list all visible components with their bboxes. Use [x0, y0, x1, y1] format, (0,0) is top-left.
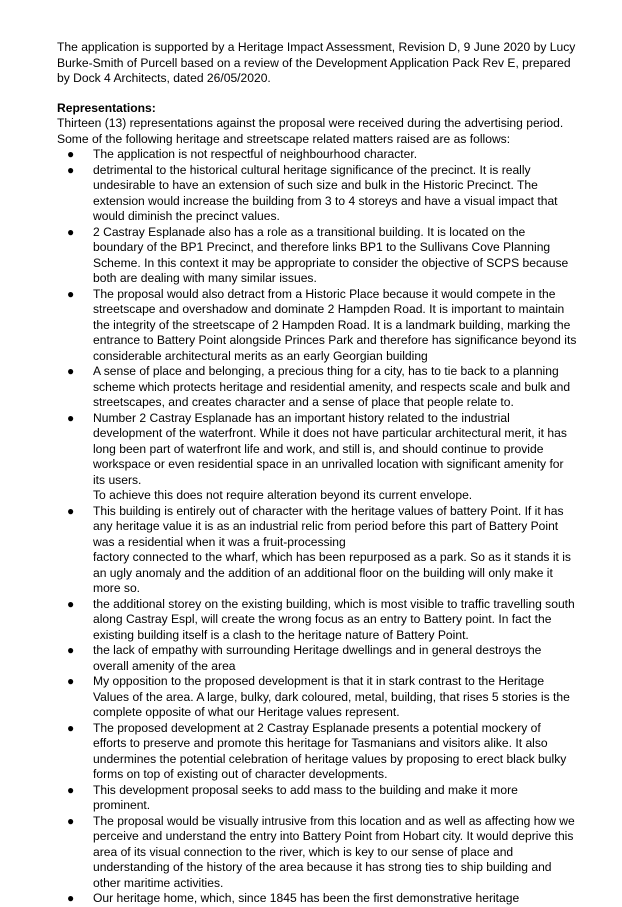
list-item-text: 2 Castray Esplanade also has a role as a transitional building. It is located on the boundary of the BP1 Precinct, and therefore links BP1 to the Sullivans Cove Planning Scheme. In this context it may be appropriate to consider the objective of SCPS because both are dealing with many similar issues.: [93, 224, 569, 285]
list-item-text: the additional storey on the existing building, which is most visible to traffic travelling south along Castray Espl, will create the wrong focus as an entry to Battery point. In fact the existing building itself is a clash to the heritage nature of Battery Point.: [93, 596, 575, 642]
list-item: [57, 504, 577, 597]
list-item: [57, 147, 577, 163]
bullet-icon: ●: [67, 782, 75, 797]
list-item: [57, 225, 577, 287]
bullet-icon: ●: [67, 674, 75, 688]
list-item-text: The proposed development at 2 Castray Esplanade presents a potential mockery of efforts to preserve and promote this heritage for Tasmanians and visitors alike. It also undermines the potential celebration of heritage values by proposing to erect black bulky forms on top of existing out of character developments.: [93, 720, 567, 781]
list-item-text: A sense of place and belonging, a precious thing for a city, has to tie back to a planning scheme which protects heritage and residential amenity, and respects scale and bulk and streetscapes, and creates character and a sense of place that people relate to.: [93, 364, 571, 409]
list-item: [57, 597, 577, 644]
list-item: [57, 814, 577, 892]
bullet-icon: ●: [67, 503, 75, 518]
list-item: [57, 411, 577, 504]
bullet-icon: ●: [67, 364, 75, 378]
bullet-icon: ●: [67, 224, 75, 239]
list-item-text: The proposal would be visually intrusive from this location and as well as affecting how we perceive and understand the entry into Battery Point from Hobart city. It would deprive this area of its visual connection to the river, which is key to our sense of place and understanding of the history of the area because it has strong ties to ship building and other maritime activities.: [93, 813, 575, 890]
list-item-continuation: To achieve this does not require alteration beyond its current envelope.: [93, 488, 473, 502]
bullet-icon: ●: [67, 813, 75, 828]
list-item-text: The proposal would also detract from a Historic Place because it would compete in the streetscape and overshadow and dominate 2 Hampden Road. It is important to maintain the integrity of the streetscape of 2 Hampden Road. It is a landmark building, marking the entrance to Battery Point alongside Princes Park and therefore has significance beyond its considerable architectural merits as an early Georgian building: [93, 286, 577, 363]
list-item: [57, 643, 577, 674]
list-item-text: The application is not respectful of neighbourhood character.: [93, 147, 418, 161]
bullet-icon: ●: [67, 162, 75, 177]
list-item: [57, 783, 577, 814]
list-item-text: Number 2 Castray Esplanade has an important history related to the industrial development of the waterfront. While it does not have particular architectural merit, it has long been part of waterfront life and work, and still is, and should continue to provide workspace or even residential space in an unrivalled location with significant amenity for its users.: [93, 410, 567, 487]
list-item-text: Our heritage home, which, since 1845 has been the first demonstrative heritage: [93, 891, 520, 905]
list-item-continuation: factory connected to the wharf, which has been repurposed as a park. So as it stands it is an ugly anomaly and the addition of an additional floor on the building will only make it more so.: [93, 550, 571, 595]
bullet-icon: ●: [67, 720, 75, 735]
bullet-icon: ●: [67, 286, 75, 301]
representations-heading: Representations:: [57, 100, 156, 115]
list-item-text: This building is entirely out of character with the heritage values of battery Point. If it has any heritage value it is as an industrial relic from period before this part of Battery Point was a residential when it was a fruit-processing: [93, 503, 564, 549]
list-item: [57, 364, 577, 411]
bullet-icon: ●: [67, 147, 75, 161]
document-page: [57, 40, 577, 907]
list-item-text: This development proposal seeks to add mass to the building and make it more prominent.: [93, 782, 518, 812]
representations-intro: Thirteen (13) representations against the proposal were received during the advertising period. Some of the following heritage and streetscape related matters raised are as follows:: [57, 116, 564, 146]
list-item-text: detrimental to the historical cultural heritage significance of the precinct. It is really undesirable to have an extension of such size and bulk in the Historic Precinct. The extension would increase the building from 3 to 4 storeys and have a visual impact that would diminish the precinct values.: [93, 162, 558, 223]
bullet-icon: ●: [67, 410, 75, 425]
list-item: [57, 674, 577, 721]
bullet-icon: ●: [67, 891, 75, 905]
bullet-icon: ●: [67, 643, 75, 657]
list-item-text: My opposition to the proposed development is that it in stark contrast to the Heritage Values of the area. A large, bulky, dark coloured, metal, building, that rises 5 stories is the complete opposite of what our Heritage values represent.: [93, 674, 570, 719]
bullet-icon: ●: [67, 596, 75, 611]
list-item: [57, 287, 577, 365]
intro-paragraph: The application is supported by a Heritage Impact Assessment, Revision D, 9 June 2020 by Lucy Burke-Smith of Purcell based on a review of the Development Application Pack Rev E, prepared by Dock 4 Architects, dated 26/05/2020.: [57, 40, 576, 85]
list-item: [57, 721, 577, 783]
list-item-text: the lack of empathy with surrounding Heritage dwellings and in general destroys the overall amenity of the area: [93, 643, 542, 673]
list-item: [57, 891, 577, 907]
representations-list: [57, 147, 577, 907]
list-item: [57, 163, 577, 225]
